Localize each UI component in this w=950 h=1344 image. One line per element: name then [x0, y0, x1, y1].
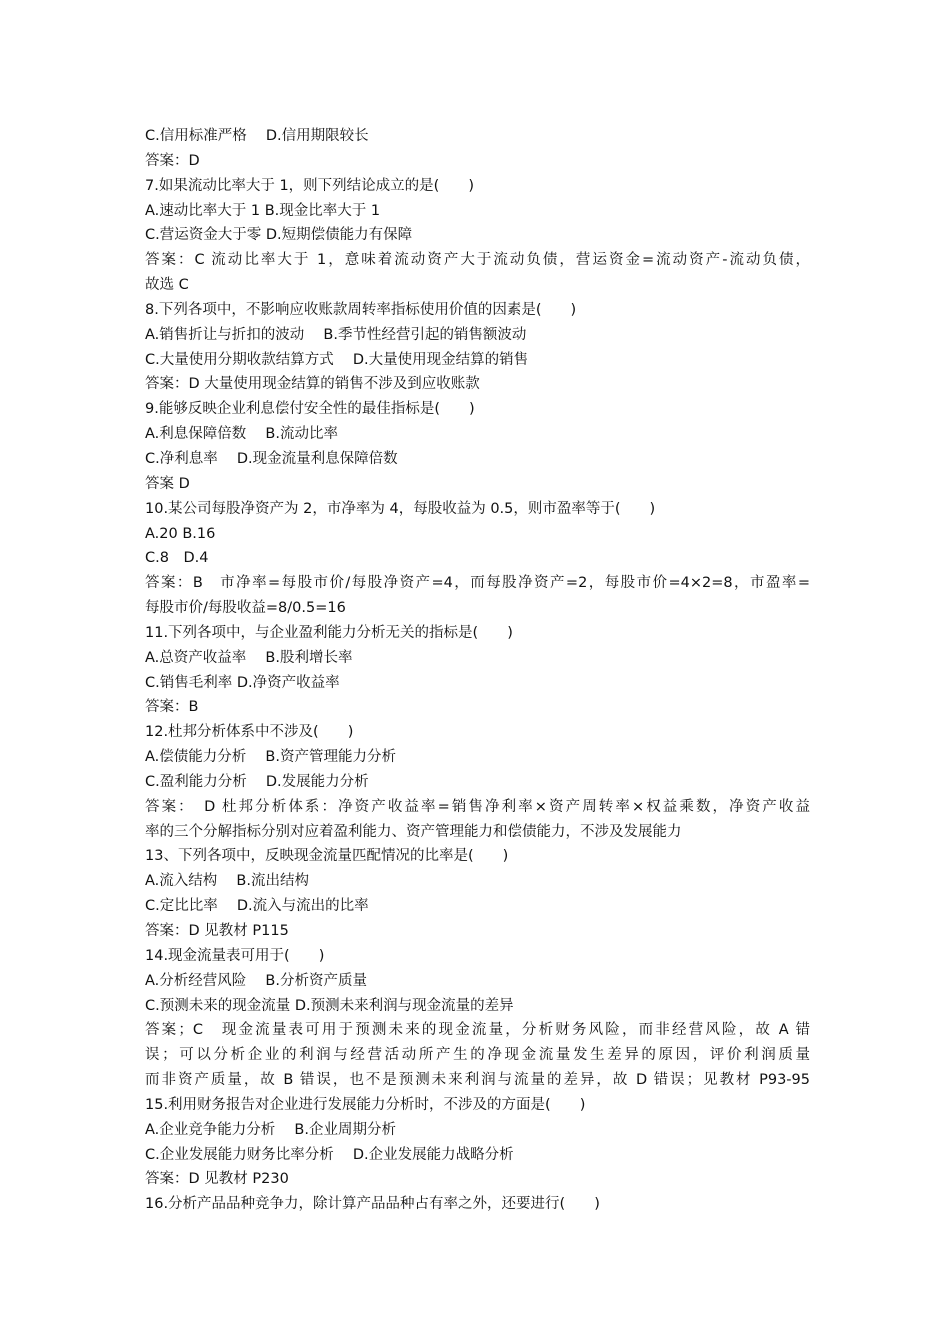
text-line: 11.下列各项中，与企业盈利能力分析无关的指标是( )	[145, 624, 513, 641]
document-page	[145, 124, 810, 1217]
text-line: 16.分析产品品种竞争力，除计算产品品种占有率之外，还要进行( )	[145, 1196, 600, 1213]
text-line: C.信用标准严格 D.信用期限较长	[145, 128, 369, 144]
text-line: C.销售毛利率 D.净资产收益率	[145, 674, 340, 691]
text-line: C.8 D.4	[145, 550, 209, 567]
text-line: C.大量使用分期收款结算方式 D.大量使用现金结算的销售	[145, 351, 529, 368]
text-line: C.净利息率 D.现金流量利息保障倍数	[145, 450, 398, 467]
text-line: 答案：D	[145, 152, 200, 169]
text-line: 9.能够反映企业利息偿付安全性的最佳指标是( )	[145, 401, 475, 418]
text-line: 答案：C 流动比率大于 1，意味着流动资产大于流动负债，营运资金=流动资产-流动负债，	[145, 252, 810, 269]
text-line: 率的三个分解指标分别对应着盈利能力、资产管理能力和偿债能力，不涉及发展能力	[145, 823, 682, 840]
text-line: A.分析经营风险 B.分析资产质量	[145, 972, 367, 989]
text-line: A.总资产收益率 B.股利增长率	[145, 649, 353, 666]
text-line: 10.某公司每股净资产为 2，市净率为 4，每股收益为 0.5，则市盈率等于( )	[145, 500, 656, 517]
text-line: 答案：B 市净率=每股市价/每股净资产=4，而每股净资产=2，每股市价=4×2=8，市盈率=	[145, 575, 810, 592]
text-line: C.预测未来的现金流量 D.预测未来利润与现金流量的差异	[145, 997, 514, 1014]
text-line: A.企业竞争能力分析 B.企业周期分析	[145, 1121, 396, 1138]
text-line: 答案 D	[145, 475, 190, 492]
text-line: 12.杜邦分析体系中不涉及( )	[145, 724, 354, 741]
text-line: A.偿债能力分析 B.资产管理能力分析	[145, 749, 396, 766]
text-line: C.盈利能力分析 D.发展能力分析	[145, 773, 369, 790]
text-line: 8.下列各项中，不影响应收账款周转率指标使用价值的因素是( )	[145, 301, 577, 318]
text-line: 误；可以分析企业的利润与经营活动所产生的净现金流量发生差异的原因，评价利润质量	[145, 1047, 810, 1064]
text-line: 7.如果流动比率大于 1，则下列结论成立的是( )	[145, 177, 474, 194]
text-line: C.企业发展能力财务比率分析 D.企业发展能力战略分析	[145, 1146, 514, 1163]
text-line: 答案： D 杜邦分析体系：净资产收益率=销售净利率×资产周转率×权益乘数，净资产收益	[145, 798, 810, 815]
text-line: 而非资产质量，故 B 错误，也不是预测未来利润与流量的差异，故 D 错误；见教材 P93-95	[145, 1072, 810, 1089]
text-line: A.速动比率大于 1 B.现金比率大于 1	[145, 202, 381, 219]
text-line: 14.现金流量表可用于( )	[145, 947, 325, 964]
text-line: C.营运资金大于零 D.短期偿债能力有保障	[145, 227, 413, 244]
text-line: 答案：B	[145, 699, 199, 716]
text-line: C.定比比率 D.流入与流出的比率	[145, 898, 369, 915]
text-line: 答案；C 现金流量表可用于预测未来的现金流量，分析财务风险，而非经营风险，故 A 错	[145, 1022, 810, 1039]
text-line: 每股市价/每股收益=8/0.5=16	[145, 600, 346, 617]
text-line: 答案：D 大量使用现金结算的销售不涉及到应收账款	[145, 376, 480, 393]
text-line: 13、下列各项中，反映现金流量匹配情况的比率是( )	[145, 848, 509, 865]
text-line: A.销售折让与折扣的波动 B.季节性经营引起的销售额波动	[145, 326, 527, 343]
text-line: 答案：D 见教材 P115	[145, 923, 289, 939]
text-line: A.利息保障倍数 B.流动比率	[145, 426, 338, 443]
text-line: 15.利用财务报告对企业进行发展能力分析时，不涉及的方面是( )	[145, 1096, 586, 1113]
text-line: 答案：D 见教材 P230	[145, 1171, 289, 1188]
text-line: 故选 C	[145, 277, 189, 294]
text-line: A.20 B.16	[145, 525, 216, 542]
text-line: A.流入结构 B.流出结构	[145, 873, 309, 890]
